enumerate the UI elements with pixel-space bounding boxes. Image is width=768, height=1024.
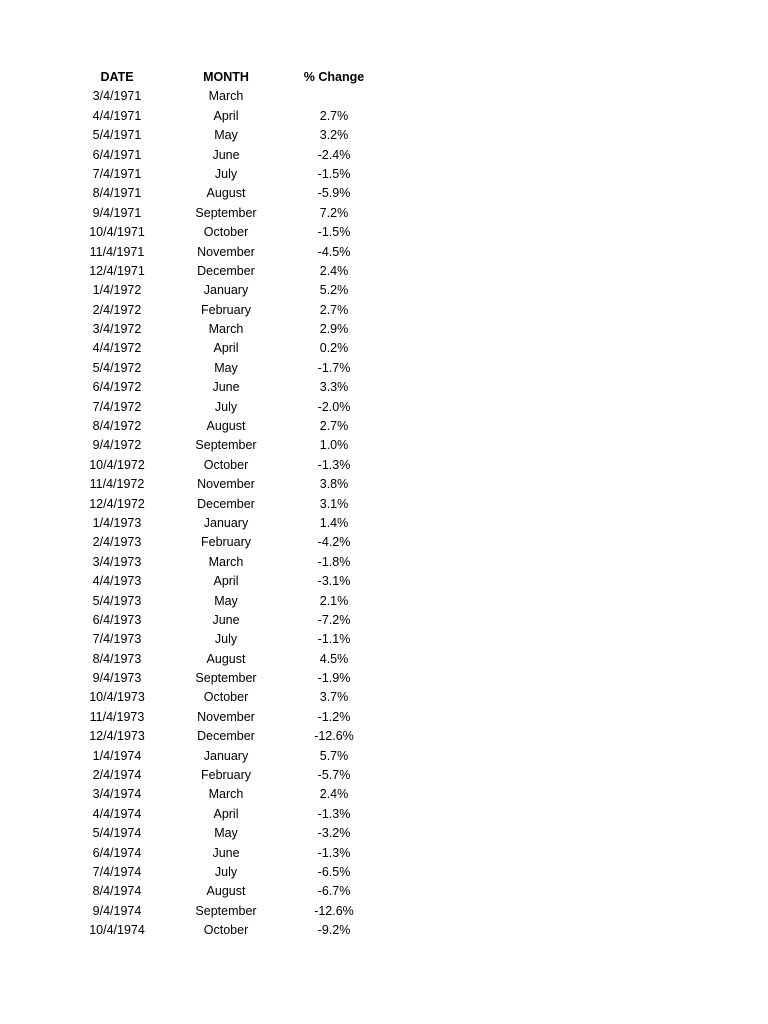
change-cell: -6.5% bbox=[317, 865, 351, 879]
month-cell: June bbox=[212, 147, 240, 162]
table-row bbox=[0, 146, 768, 165]
date-cell: 3/4/1974 bbox=[92, 787, 142, 802]
table-row bbox=[0, 456, 768, 475]
month-cell: March bbox=[208, 554, 244, 569]
date-cell: 6/4/1972 bbox=[92, 380, 142, 395]
month-cell: November bbox=[197, 477, 255, 492]
date-cell: 1/4/1972 bbox=[92, 283, 142, 298]
date-cell: 7/4/1972 bbox=[92, 399, 142, 414]
month-cell: May bbox=[214, 128, 238, 143]
table-row bbox=[0, 223, 768, 242]
date-cell: 2/4/1972 bbox=[92, 302, 142, 317]
table-row bbox=[0, 281, 768, 300]
month-cell: May bbox=[214, 593, 238, 608]
change-cell: 2.7% bbox=[319, 419, 349, 434]
date-cell: 2/4/1974 bbox=[92, 768, 142, 783]
change-cell: -4.2% bbox=[317, 535, 351, 550]
change-cell: -2.0% bbox=[317, 399, 351, 414]
change-cell: -1.3% bbox=[317, 457, 351, 472]
change-cell: 3.3% bbox=[319, 380, 349, 395]
month-cell: February bbox=[200, 302, 252, 317]
date-cell: 12/4/1971 bbox=[89, 263, 145, 278]
month-cell: December bbox=[197, 496, 255, 511]
date-cell: 5/4/1973 bbox=[92, 593, 142, 608]
table-row bbox=[0, 320, 768, 339]
month-cell: September bbox=[195, 438, 257, 453]
month-cell: October bbox=[203, 225, 249, 240]
month-cell: March bbox=[208, 787, 244, 802]
table-row bbox=[0, 882, 768, 901]
date-cell: 4/4/1971 bbox=[92, 108, 142, 123]
table-row bbox=[0, 572, 768, 591]
table-row bbox=[0, 689, 768, 708]
table-row bbox=[0, 107, 768, 126]
change-cell: 0.2% bbox=[319, 341, 349, 356]
table-row bbox=[0, 533, 768, 552]
month-cell: February bbox=[200, 535, 252, 550]
date-cell: 8/4/1973 bbox=[92, 651, 142, 666]
month-cell: September bbox=[195, 903, 257, 918]
date-cell: 2/4/1973 bbox=[92, 535, 142, 550]
month-cell: July bbox=[214, 166, 238, 181]
table-row bbox=[0, 824, 768, 843]
date-cell: 4/4/1972 bbox=[92, 341, 142, 356]
month-cell: August bbox=[206, 651, 246, 666]
change-cell: -1.7% bbox=[317, 360, 351, 375]
month-cell: November bbox=[197, 709, 255, 724]
data-table bbox=[0, 68, 768, 941]
month-cell: January bbox=[203, 283, 249, 298]
month-cell: October bbox=[203, 690, 249, 705]
change-cell: 2.1% bbox=[319, 593, 349, 608]
date-cell: 3/4/1972 bbox=[92, 322, 142, 337]
table-row bbox=[0, 805, 768, 824]
date-cell: 1/4/1973 bbox=[92, 515, 142, 530]
table-row bbox=[0, 417, 768, 436]
date-cell: 4/4/1973 bbox=[92, 574, 142, 589]
table-row bbox=[0, 495, 768, 514]
date-cell: 3/4/1971 bbox=[92, 89, 142, 104]
change-cell: 3.1% bbox=[319, 496, 349, 511]
change-cell: 2.7% bbox=[319, 108, 349, 123]
change-cell: 4.5% bbox=[319, 651, 349, 666]
table-header-row bbox=[0, 68, 768, 87]
date-cell: 5/4/1974 bbox=[92, 826, 142, 841]
month-cell: July bbox=[214, 632, 238, 647]
table-row bbox=[0, 87, 768, 106]
change-cell: -1.8% bbox=[317, 554, 351, 569]
table-row bbox=[0, 844, 768, 863]
table-row bbox=[0, 650, 768, 669]
month-cell: February bbox=[200, 768, 252, 783]
date-cell: 7/4/1971 bbox=[92, 166, 142, 181]
table-row bbox=[0, 204, 768, 223]
change-cell: 2.4% bbox=[319, 263, 349, 278]
month-cell: January bbox=[203, 515, 249, 530]
change-cell: -1.1% bbox=[317, 632, 351, 647]
date-cell: 4/4/1974 bbox=[92, 806, 142, 821]
change-cell: 5.7% bbox=[319, 748, 349, 763]
change-cell: -1.5% bbox=[317, 225, 351, 240]
column-header-date: DATE bbox=[100, 69, 134, 84]
table-row bbox=[0, 436, 768, 455]
date-cell: 8/4/1972 bbox=[92, 419, 142, 434]
change-cell: 3.8% bbox=[319, 477, 349, 492]
date-cell: 10/4/1971 bbox=[89, 225, 145, 240]
month-cell: June bbox=[212, 380, 240, 395]
month-cell: May bbox=[214, 826, 238, 841]
change-cell: -1.2% bbox=[317, 709, 351, 724]
date-cell: 8/4/1971 bbox=[92, 186, 142, 201]
change-cell: 1.4% bbox=[319, 515, 349, 530]
date-cell: 11/4/1972 bbox=[89, 477, 145, 492]
month-cell: June bbox=[212, 845, 240, 860]
table-row bbox=[0, 630, 768, 649]
date-cell: 12/4/1973 bbox=[89, 729, 145, 744]
table-row bbox=[0, 553, 768, 572]
change-cell: 2.4% bbox=[319, 787, 349, 802]
change-cell: 7.2% bbox=[319, 205, 349, 220]
date-cell: 11/4/1971 bbox=[89, 244, 145, 259]
change-cell: -7.2% bbox=[317, 612, 351, 627]
table-row bbox=[0, 747, 768, 766]
month-cell: June bbox=[212, 612, 240, 627]
month-cell: October bbox=[203, 923, 249, 938]
month-cell: September bbox=[195, 671, 257, 686]
table-row bbox=[0, 475, 768, 494]
table-row bbox=[0, 902, 768, 921]
change-cell: -4.5% bbox=[317, 244, 351, 259]
table-row bbox=[0, 727, 768, 746]
table-row bbox=[0, 165, 768, 184]
date-cell: 6/4/1974 bbox=[92, 845, 142, 860]
date-cell: 10/4/1974 bbox=[89, 923, 145, 938]
change-cell: -1.3% bbox=[317, 845, 351, 860]
date-cell: 1/4/1974 bbox=[92, 748, 142, 763]
change-cell: 5.2% bbox=[319, 283, 349, 298]
month-cell: March bbox=[208, 322, 244, 337]
change-cell: -12.6% bbox=[314, 903, 354, 918]
table-row bbox=[0, 126, 768, 145]
change-cell: -3.1% bbox=[317, 574, 351, 589]
month-cell: August bbox=[206, 419, 246, 434]
table-row bbox=[0, 592, 768, 611]
table-row bbox=[0, 514, 768, 533]
change-cell: 2.9% bbox=[319, 322, 349, 337]
change-cell: -1.5% bbox=[317, 166, 351, 181]
date-cell: 11/4/1973 bbox=[89, 709, 145, 724]
month-cell: March bbox=[208, 89, 244, 104]
table-row bbox=[0, 398, 768, 417]
change-cell: -1.3% bbox=[317, 806, 351, 821]
change-cell: -3.2% bbox=[317, 826, 351, 841]
column-header-month: MONTH bbox=[203, 69, 249, 84]
month-cell: August bbox=[206, 884, 246, 899]
change-cell: -5.7% bbox=[317, 768, 351, 783]
month-cell: April bbox=[213, 574, 239, 589]
month-cell: August bbox=[206, 186, 246, 201]
date-cell: 6/4/1973 bbox=[92, 612, 142, 627]
date-cell: 5/4/1972 bbox=[92, 360, 142, 375]
change-cell: -9.2% bbox=[317, 923, 351, 938]
month-cell: May bbox=[214, 360, 238, 375]
change-cell: 3.7% bbox=[319, 690, 349, 705]
table-row bbox=[0, 785, 768, 804]
month-cell: April bbox=[213, 341, 239, 356]
date-cell: 5/4/1971 bbox=[92, 128, 142, 143]
month-cell: December bbox=[197, 729, 255, 744]
date-cell: 10/4/1972 bbox=[89, 457, 145, 472]
table-row bbox=[0, 243, 768, 262]
change-cell: 2.7% bbox=[319, 302, 349, 317]
date-cell: 8/4/1974 bbox=[92, 884, 142, 899]
date-cell: 10/4/1973 bbox=[89, 690, 145, 705]
month-cell: January bbox=[203, 748, 249, 763]
month-cell: April bbox=[213, 108, 239, 123]
table-row bbox=[0, 359, 768, 378]
table-row bbox=[0, 669, 768, 688]
month-cell: November bbox=[197, 244, 255, 259]
table-row bbox=[0, 921, 768, 940]
table-row bbox=[0, 863, 768, 882]
date-cell: 9/4/1974 bbox=[92, 903, 142, 918]
table-body bbox=[0, 87, 768, 940]
month-cell: July bbox=[214, 399, 238, 414]
table-row bbox=[0, 301, 768, 320]
column-header-change: % Change bbox=[303, 69, 365, 84]
change-cell: -1.9% bbox=[317, 671, 351, 686]
month-cell: April bbox=[213, 806, 239, 821]
date-cell: 6/4/1971 bbox=[92, 147, 142, 162]
table-row bbox=[0, 339, 768, 358]
change-cell: -12.6% bbox=[314, 729, 354, 744]
date-cell: 3/4/1973 bbox=[92, 554, 142, 569]
date-cell: 9/4/1972 bbox=[92, 438, 142, 453]
date-cell: 7/4/1973 bbox=[92, 632, 142, 647]
change-cell: 3.2% bbox=[319, 128, 349, 143]
month-cell: December bbox=[197, 263, 255, 278]
table-row bbox=[0, 766, 768, 785]
change-cell: -2.4% bbox=[317, 147, 351, 162]
date-cell: 7/4/1974 bbox=[92, 865, 142, 879]
month-cell: September bbox=[195, 205, 257, 220]
change-cell: -6.7% bbox=[317, 884, 351, 899]
date-cell: 9/4/1973 bbox=[92, 671, 142, 686]
change-cell: -5.9% bbox=[317, 186, 351, 201]
month-cell: July bbox=[214, 865, 238, 879]
table-row bbox=[0, 378, 768, 397]
table-row bbox=[0, 708, 768, 727]
date-cell: 12/4/1972 bbox=[89, 496, 145, 511]
month-cell: October bbox=[203, 457, 249, 472]
table-row bbox=[0, 262, 768, 281]
date-cell: 9/4/1971 bbox=[92, 205, 142, 220]
table-row bbox=[0, 184, 768, 203]
change-cell: 1.0% bbox=[319, 438, 349, 453]
table-row bbox=[0, 611, 768, 630]
